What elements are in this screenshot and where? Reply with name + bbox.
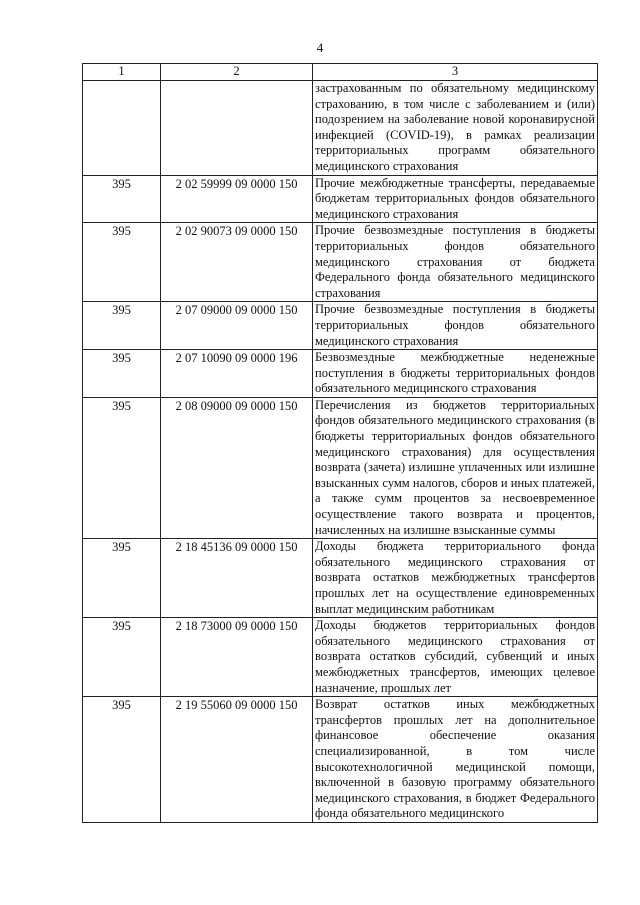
admin-code-cell: 395 <box>83 175 161 223</box>
description-cell: Прочие межбюджетные трансферты, передаваемые бюджетам территориальных фондов обязательного медицинского страхования <box>313 175 598 223</box>
budget-code-cell: 2 08 09000 09 0000 150 <box>161 397 313 538</box>
budget-code-cell: 2 02 59999 09 0000 150 <box>161 175 313 223</box>
header-col-3: 3 <box>313 64 598 81</box>
admin-code-cell: 395 <box>83 397 161 538</box>
admin-code-cell: 395 <box>83 223 161 302</box>
description-cell: Прочие безвозмездные поступления в бюджеты территориальных фондов обязательного медицинского страхования от бюджета Федерального фонда обязательного медицинского страхования <box>313 223 598 302</box>
description-cell: застрахованным по обязательному медицинскому страхованию, в том числе с заболеванием и (или) подозрением на заболевание новой коронавирусной инфекцией (COVID-19), в рамках реализации территориальных программ обязательного медицинского страхования <box>313 81 598 176</box>
budget-code-cell <box>161 81 313 176</box>
page-number: 4 <box>316 40 324 55</box>
header-col-1: 1 <box>83 64 161 81</box>
budget-code-cell: 2 18 45136 09 0000 150 <box>161 539 313 618</box>
description-cell: Перечисления из бюджетов территориальных фондов обязательного медицинского страхования (в бюджеты территориальных фондов обязательного медицинского страхования) для осуществления возврата (зачета) излишне уплаченных или излишне взысканных сумм налогов, сборов и иных платежей, а также сумм процентов за несвоевременное осуществление такого возврата и процентов, начисленных на излишне взысканные суммы <box>313 397 598 538</box>
description-cell: Возврат остатков иных межбюджетных трансфертов прошлых лет на дополнительное финансовое обеспечение оказания специализированной, в том числе высокотехнологичной медицинской помощи, включенной в базовую программу обязательного медицинского страхования, в бюджет Федерального фонда обязательного медицинского <box>313 697 598 823</box>
header-col-2: 2 <box>161 64 313 81</box>
table-row <box>83 618 598 697</box>
table-row <box>83 81 598 176</box>
budget-codes-table <box>82 63 598 823</box>
table-row <box>83 539 598 618</box>
budget-code-cell: 2 02 90073 09 0000 150 <box>161 223 313 302</box>
table-row <box>83 350 598 398</box>
table-row <box>83 397 598 538</box>
budget-code-cell: 2 07 10090 09 0000 196 <box>161 350 313 398</box>
table-row <box>83 175 598 223</box>
admin-code-cell: 395 <box>83 539 161 618</box>
table-row <box>83 302 598 350</box>
budget-code-cell: 2 19 55060 09 0000 150 <box>161 697 313 823</box>
budget-code-cell: 2 18 73000 09 0000 150 <box>161 618 313 697</box>
description-cell: Доходы бюджетов территориальных фондов обязательного медицинского страхования от возврата остатков субсидий, субвенций и иных межбюджетных трансфертов, имеющих целевое назначение, прошлых лет <box>313 618 598 697</box>
description-cell: Доходы бюджета территориального фонда обязательного медицинского страхования от возврата остатков межбюджетных трансфертов прошлых лет на осуществление единовременных выплат медицинским работникам <box>313 539 598 618</box>
table-row <box>83 697 598 823</box>
description-cell: Прочие безвозмездные поступления в бюджеты территориальных фондов обязательного медицинского страхования <box>313 302 598 350</box>
admin-code-cell <box>83 81 161 176</box>
table-row <box>83 223 598 302</box>
admin-code-cell: 395 <box>83 350 161 398</box>
admin-code-cell: 395 <box>83 302 161 350</box>
admin-code-cell: 395 <box>83 697 161 823</box>
admin-code-cell: 395 <box>83 618 161 697</box>
budget-code-cell: 2 07 09000 09 0000 150 <box>161 302 313 350</box>
description-cell: Безвозмездные межбюджетные неденежные поступления в бюджеты территориальных фондов обязательного медицинского страхования <box>313 350 598 398</box>
table-header-row <box>83 64 598 81</box>
